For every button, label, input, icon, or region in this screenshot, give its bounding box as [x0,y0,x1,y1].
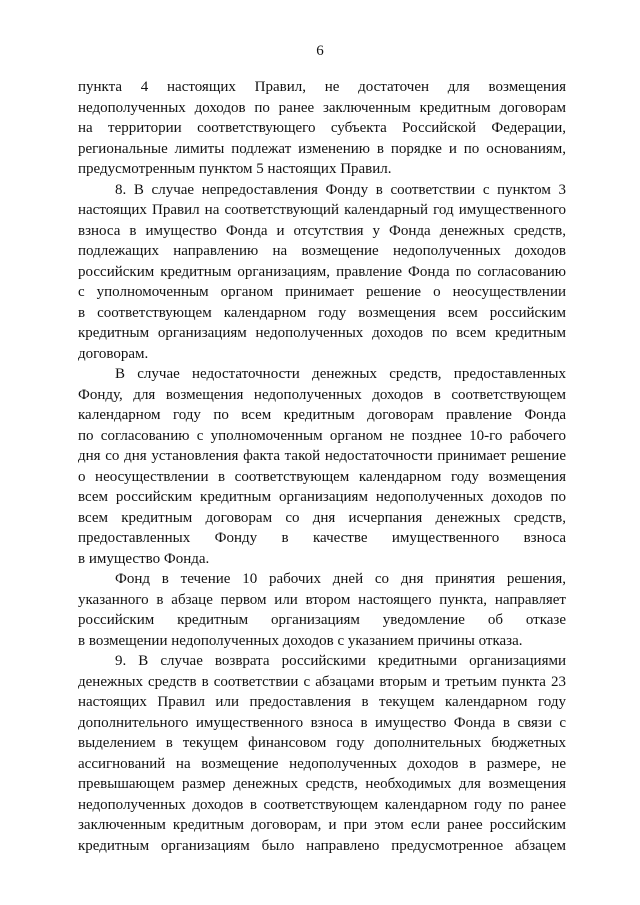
text-line: всем российским кредитным организациям недополученных доходов по [78,489,566,505]
text-line: российским кредитным организациям уведомление об отказе [78,612,566,628]
text-line: В случае недостаточности денежных средств, предоставленных [115,366,566,382]
paragraph [78,364,566,569]
text-line: Фонду, для возмещения недополученных доходов в соответствующем [78,386,566,403]
text-line: указанного в абзаце первом или втором настоящего пункта, направляет [78,591,566,608]
text-line: кредитным организациям было направлено предусмотренное абзацем [78,837,566,854]
text-line: в соответствующем календарном году возмещения всем российским [78,304,566,321]
text-line: выделением в текущем финансовом году дополнительных бюджетных [78,735,566,751]
text-line: ассигнований на возмещение недополученных доходов в размере, не [78,755,566,772]
page-number: 6 [316,43,324,59]
text-line: 8. В случае непредоставления Фонду в соответствии с пунктом 3 [115,181,566,198]
document-body [78,77,566,856]
text-line: кредитным организациям недополученных доходов по всем кредитным [78,325,566,341]
text-line: дня со дня установления факта такой недостаточности принимает решение [78,448,566,464]
text-line: с уполномоченным органом принимает решение о неосуществлении [78,284,566,300]
text-line: предоставленных Фонду в качестве имущественного взноса [78,530,566,546]
text-line: 9. В случае возврата российскими кредитными организациями [115,653,566,669]
text-line: российским кредитным организациям, правление Фонда по согласованию [78,263,566,280]
text-line: недополученных доходов в соответствующем календарном году по ранее [78,796,566,813]
text-line: недополученных доходов по ранее заключенным кредитным договорам [78,99,566,116]
text-line: о неосуществлении в соответствующем календарном году возмещения [78,468,566,485]
text-line: пункта 4 настоящих Правил, не достаточен для возмещения [78,79,566,95]
text-line: по согласованию с уполномоченным органом не позднее 10-го рабочего [78,427,566,444]
text-line: в имущество Фонда. [78,550,210,567]
text-line: настоящих Правил на соответствующий календарный год имущественного [78,202,566,218]
text-line: взноса в имущество Фонда и отсутствия у Фонда денежных средств, [78,222,566,239]
paragraph [78,180,566,365]
text-line: заключенным кредитным договорам, и при этом если ранее российским [78,817,566,833]
text-line: в возмещении недополученных доходов с указанием причины отказа. [78,632,523,649]
paragraph [78,651,566,856]
text-line: договорам. [78,345,149,362]
text-line: календарном году по всем кредитным договорам правление Фонда [78,407,566,423]
text-line: предусмотренным пунктом 5 настоящих Правил. [78,161,392,177]
text-line: настоящих Правил или предоставления в текущем календарном году [78,694,566,710]
text-line: превышающем размер денежных средств, необходимых для возмещения [78,776,566,792]
paragraph [78,569,566,651]
text-line: Фонд в течение 10 рабочих дней со дня принятия решения, [115,571,566,587]
text-line: дополнительного имущественного взноса в имущество Фонда в связи с [78,714,566,731]
text-line: на территории соответствующего субъекта Российской Федерации, [78,120,566,136]
paragraph [78,77,566,180]
text-line: региональные лимиты подлежат изменению в порядке и по основаниям, [78,140,566,157]
text-line: всем кредитным договорам со дня исчерпания денежных средств, [78,509,566,526]
text-line: подлежащих направлению на возмещение недополученных доходов [78,243,566,259]
text-line: денежных средств в соответствии с абзацами вторым и третьим пункта 23 [78,673,566,690]
